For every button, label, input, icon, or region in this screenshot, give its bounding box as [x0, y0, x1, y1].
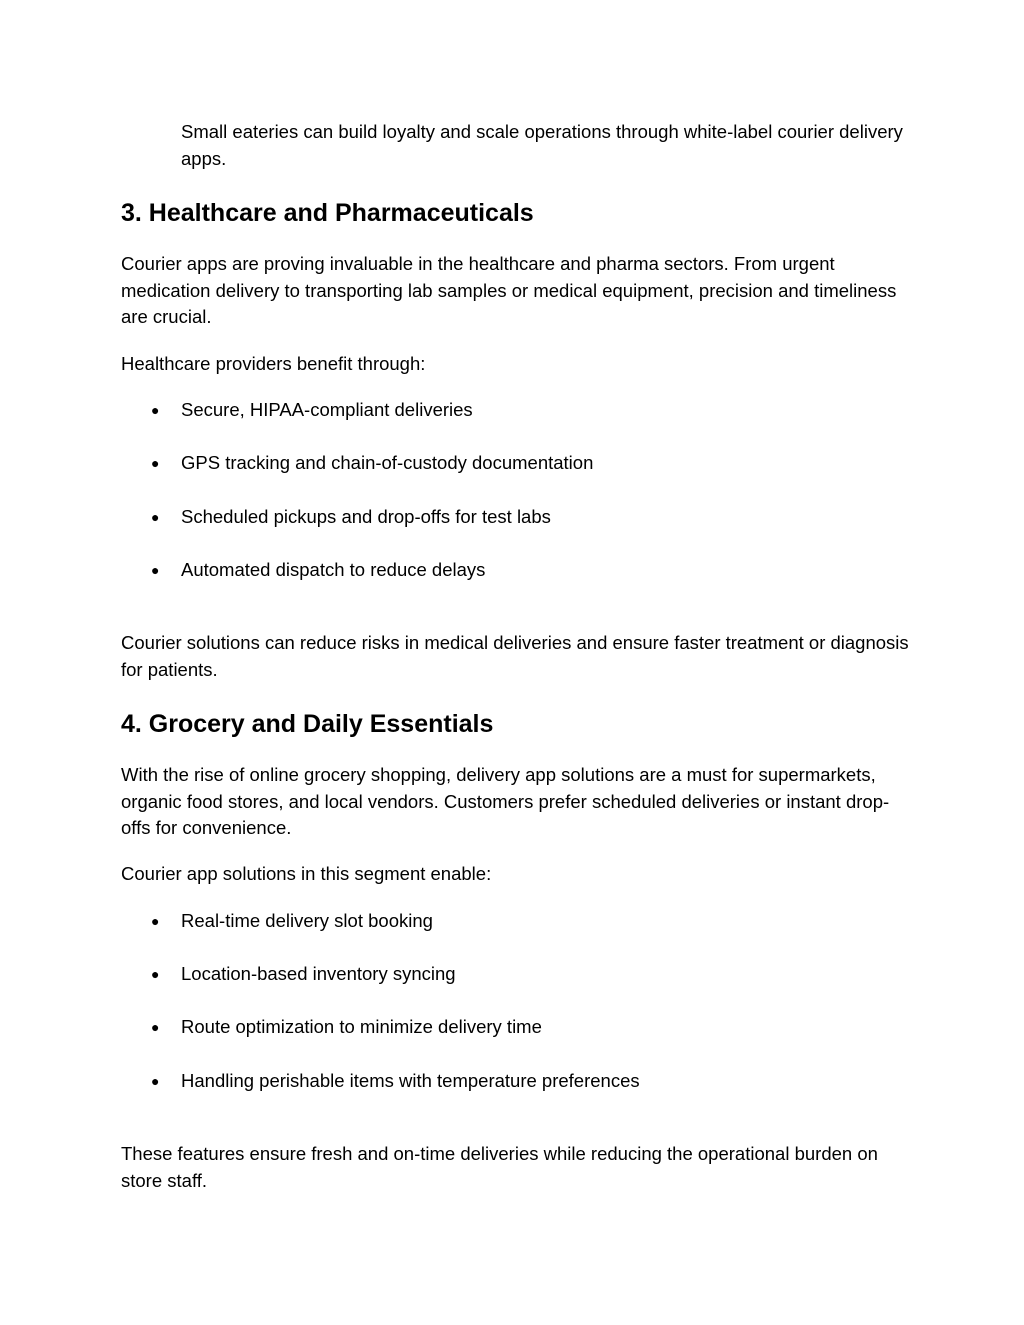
section-4-list-intro: Courier app solutions in this segment enable:: [121, 863, 492, 884]
section-3-list-intro: Healthcare providers benefit through:: [121, 353, 426, 374]
intro-paragraph: Small eateries can build loyalty and scale operations through white-label courier delivery apps.: [181, 121, 903, 169]
section-4-paragraph: With the rise of online grocery shopping, delivery app solutions are a must for supermarkets, organic food stores, and local vendors. Customers prefer scheduled deliveries or instant drop-offs for convenience.: [121, 764, 890, 838]
list-item-text: Real-time delivery slot booking: [181, 910, 433, 931]
bullet-icon: ●: [151, 509, 160, 525]
list-item-text: GPS tracking and chain-of-custody documentation: [181, 452, 594, 473]
section-3-closing: Courier solutions can reduce risks in medical deliveries and ensure faster treatment or diagnosis for patients.: [121, 632, 909, 680]
bullet-icon: ●: [151, 402, 160, 418]
list-item-text: Secure, HIPAA-compliant deliveries: [181, 399, 473, 420]
list-item-text: Handling perishable items with temperature preferences: [181, 1070, 640, 1091]
list-item-text: Scheduled pickups and drop-offs for test labs: [181, 506, 551, 527]
bullet-icon: ●: [151, 1073, 160, 1089]
section-4-heading: 4. Grocery and Daily Essentials: [121, 710, 494, 738]
bullet-icon: ●: [151, 455, 160, 471]
bullet-icon: ●: [151, 1019, 160, 1035]
list-item: [151, 450, 593, 476]
section-4-closing: These features ensure fresh and on-time deliveries while reducing the operational burden on store staff.: [121, 1143, 878, 1191]
list-item: [151, 1014, 542, 1040]
list-item-text: Route optimization to minimize delivery time: [181, 1016, 542, 1037]
list-item: [151, 504, 551, 530]
section-3-paragraph: Courier apps are proving invaluable in the healthcare and pharma sectors. From urgent medication delivery to transporting lab samples or medical equipment, precision and timeliness are crucial.: [121, 253, 897, 327]
list-item: [151, 397, 473, 423]
list-item: [151, 961, 456, 987]
list-item-text: Automated dispatch to reduce delays: [181, 559, 486, 580]
bullet-icon: ●: [151, 562, 160, 578]
list-item: [151, 557, 485, 583]
bullet-icon: ●: [151, 966, 160, 982]
section-3-heading: 3. Healthcare and Pharmaceuticals: [121, 199, 534, 227]
list-item: [151, 908, 433, 934]
bullet-icon: ●: [151, 913, 160, 929]
list-item: [151, 1068, 640, 1094]
list-item-text: Location-based inventory syncing: [181, 963, 456, 984]
